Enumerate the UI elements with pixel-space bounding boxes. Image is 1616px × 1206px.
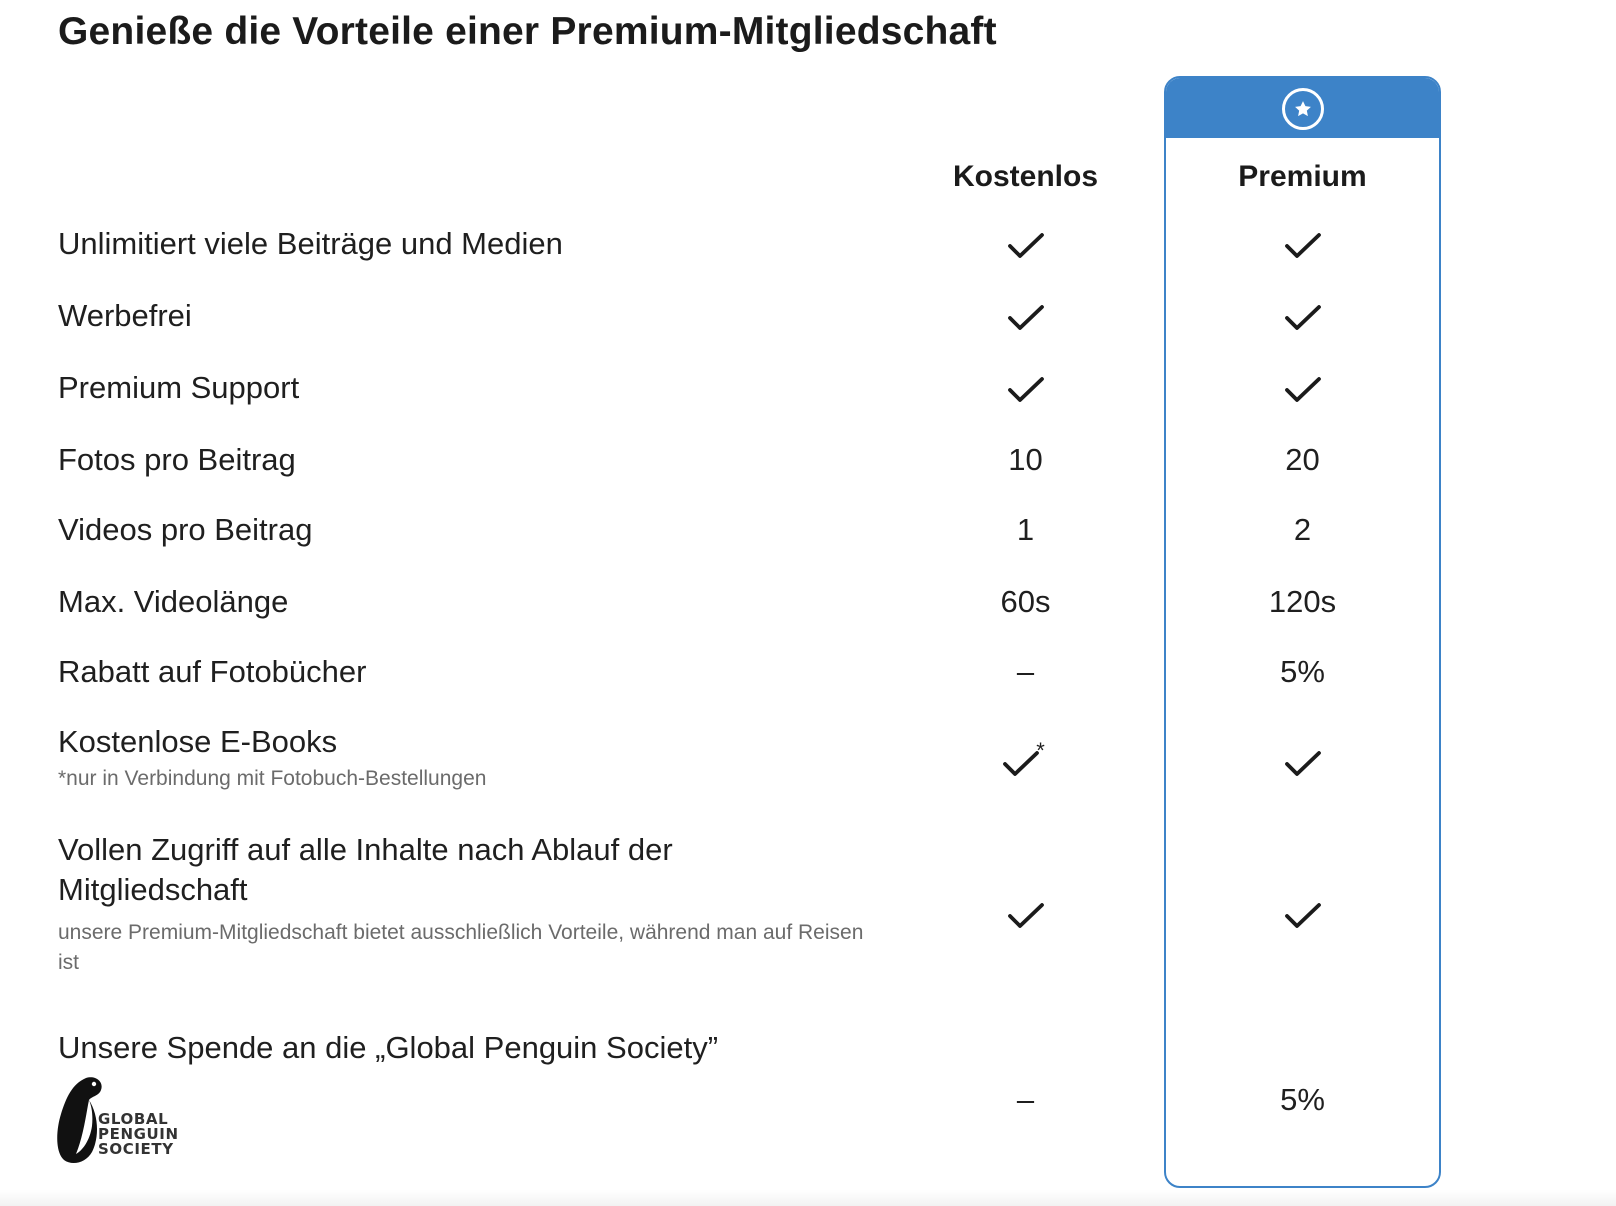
column-header-premium: Premium (1238, 160, 1367, 193)
check-icon (1284, 231, 1322, 261)
premium-check (1164, 224, 1441, 264)
free-check (887, 368, 1164, 408)
star-icon (1293, 99, 1313, 119)
premium-value: 2 (1293, 512, 1312, 547)
check-icon (1007, 303, 1045, 333)
premium-check (1164, 742, 1441, 782)
check-icon (1007, 375, 1045, 405)
premium-check (1164, 296, 1441, 336)
premium-value: 5% (1280, 1082, 1325, 1117)
premium-check (1164, 368, 1441, 408)
check-icon (1284, 901, 1322, 931)
feature-label: Videos pro Beitrag (58, 512, 313, 547)
premium-value: 5% (1280, 654, 1325, 689)
free-value: 1 (1016, 512, 1035, 547)
check-icon (1002, 749, 1040, 779)
free-value: 60s (1000, 584, 1051, 619)
feature-note: unsere Premium-Mitgliedschaft bietet ausschließlich Vorteile, während man auf Reisen ist (58, 921, 864, 974)
logo-line-3: SOCIETY (98, 1140, 174, 1158)
feature-label: Premium Support (58, 370, 300, 405)
free-value: – (1016, 654, 1035, 689)
check-icon (1284, 749, 1322, 779)
feature-label: Unsere Spende an die „Global Penguin Society” (58, 1030, 719, 1065)
check-icon (1284, 375, 1322, 405)
free-value: – (1016, 1082, 1035, 1117)
feature-label: Unlimitiert viele Beiträge und Medien (58, 226, 563, 261)
feature-label: Rabatt auf Fotobücher (58, 654, 367, 689)
page-title: Genieße die Vorteile einer Premium-Mitgliedschaft (58, 10, 997, 53)
feature-label: Fotos pro Beitrag (58, 442, 296, 477)
logo-line-2: PENGUIN (98, 1125, 179, 1143)
logo-line-1: GLOBAL (98, 1110, 169, 1128)
check-icon (1284, 303, 1322, 333)
footnote-asterisk: * (1036, 738, 1045, 763)
premium-value: 20 (1285, 442, 1320, 477)
free-check (887, 894, 1164, 934)
bottom-fade (0, 1190, 1616, 1206)
check-icon (1007, 231, 1045, 261)
feature-label: Max. Videolänge (58, 584, 289, 619)
free-check (887, 296, 1164, 336)
feature-label-line1: Vollen Zugriff auf alle Inhalte nach Ablauf der (58, 832, 673, 867)
premium-header-band (1166, 78, 1439, 138)
logo-wordmark (98, 1112, 179, 1157)
feature-label: Werbefrei (58, 298, 192, 333)
free-value: 10 (1008, 442, 1043, 477)
feature-footnote: *nur in Verbindung mit Fotobuch-Bestellungen (58, 767, 487, 790)
feature-label: Kostenlose E-Books (58, 724, 338, 759)
free-check (887, 738, 1164, 785)
feature-label-line2: Mitgliedschaft (58, 872, 248, 907)
premium-check (1164, 894, 1441, 934)
check-icon (1007, 901, 1045, 931)
column-header-free: Kostenlos (952, 160, 1099, 193)
global-penguin-society-logo (56, 1074, 196, 1166)
free-check (887, 224, 1164, 264)
premium-value: 120s (1268, 584, 1337, 619)
star-badge (1282, 88, 1324, 130)
